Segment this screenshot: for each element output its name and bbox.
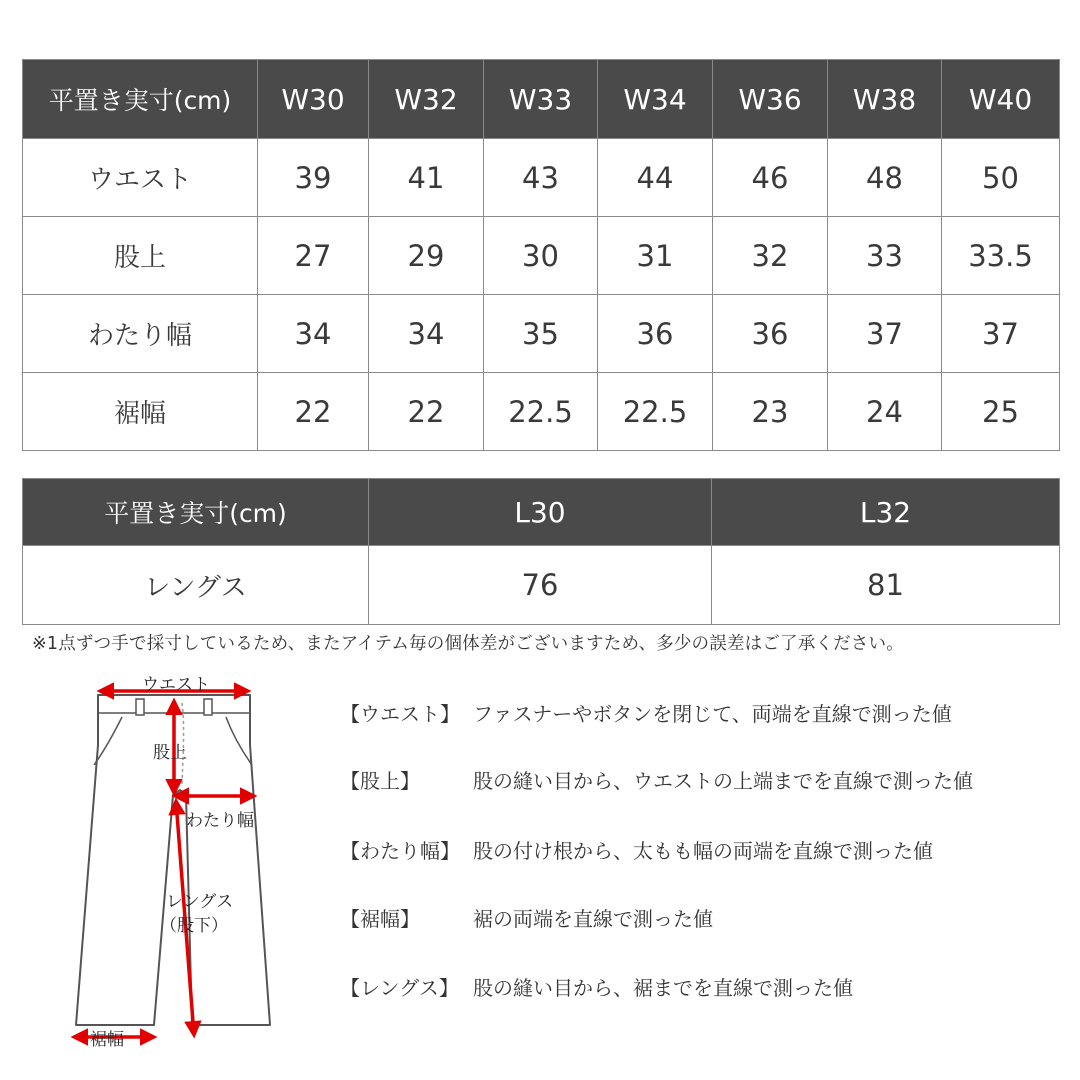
definition-desc: 裾の両端を直線で測った値 (473, 907, 713, 931)
header-cell: 平置き実寸(cm) (23, 60, 258, 139)
table-cell: 46 (713, 139, 828, 217)
table-row (23, 373, 1060, 451)
table-cell: 44 (598, 139, 713, 217)
header-cell: L30 (369, 479, 712, 546)
measurement-note: ※1点ずつ手で採寸しているため、またアイテム毎の個体差がございますため、多少の誤差はご了承ください。 (32, 634, 904, 654)
pants-illustration (60, 665, 280, 1060)
definition-item (340, 835, 1060, 875)
definition-term: 【ウエスト】 (340, 702, 460, 726)
header-cell: W36 (713, 60, 828, 139)
definition-desc: 股の付け根から、太もも幅の両端を直線で測った値 (473, 839, 933, 863)
table-cell: 43 (484, 139, 598, 217)
table-cell: 37 (942, 295, 1060, 373)
table-cell: 22.5 (484, 373, 598, 451)
header-cell: W38 (828, 60, 942, 139)
table-cell: 22 (369, 373, 484, 451)
header-cell: W34 (598, 60, 713, 139)
table-cell: 22 (258, 373, 369, 451)
definition-term: 【わたり幅】 (340, 839, 460, 863)
table-cell: 48 (828, 139, 942, 217)
table-cell: 81 (712, 546, 1060, 625)
table-cell: 39 (258, 139, 369, 217)
table-cell: 41 (369, 139, 484, 217)
row-label: わたり幅 (23, 295, 258, 373)
row-label: 股上 (23, 217, 258, 295)
table-cell: 25 (942, 373, 1060, 451)
row-label: レングス (23, 546, 369, 625)
table-cell: 33 (828, 217, 942, 295)
header-cell: L32 (712, 479, 1060, 546)
diagram-label-rise: 股上 (153, 743, 187, 763)
table-cell: 22.5 (598, 373, 713, 451)
diagram-label-inseam-sub: （股下） (160, 916, 228, 936)
table-cell: 34 (258, 295, 369, 373)
definition-item (340, 765, 1060, 805)
table-row (23, 295, 1060, 373)
table-row (23, 217, 1060, 295)
row-label: 裾幅 (23, 373, 258, 451)
table-cell: 27 (258, 217, 369, 295)
table-cell: 32 (713, 217, 828, 295)
pants-diagram (60, 665, 280, 1060)
header-cell: 平置き実寸(cm) (23, 479, 369, 546)
table-cell: 29 (369, 217, 484, 295)
table-cell: 33.5 (942, 217, 1060, 295)
definition-term: 【レングス】 (340, 976, 459, 1000)
header-cell: W30 (258, 60, 369, 139)
table-cell: 36 (713, 295, 828, 373)
table-cell: 24 (828, 373, 942, 451)
header-cell: W32 (369, 60, 484, 139)
row-label: ウエスト (23, 139, 258, 217)
definition-desc: 股の縫い目から、裾までを直線で測った値 (473, 976, 853, 1000)
table-cell: 37 (828, 295, 942, 373)
definition-item (340, 972, 1060, 1012)
table-cell: 23 (713, 373, 828, 451)
table-cell: 50 (942, 139, 1060, 217)
length-table-header-row (23, 479, 1060, 546)
table-row (23, 546, 1060, 625)
size-table (22, 59, 1060, 451)
header-cell: W40 (942, 60, 1060, 139)
table-row (23, 139, 1060, 217)
table-cell: 76 (369, 546, 712, 625)
table-cell: 30 (484, 217, 598, 295)
header-cell: W33 (484, 60, 598, 139)
definition-item (340, 903, 1060, 943)
definition-term: 【裾幅】 (340, 907, 420, 931)
definition-term: 【股上】 (340, 769, 420, 793)
diagram-label-hem: 裾幅 (90, 1030, 124, 1050)
definition-desc: 股の縫い目から、ウエストの上端までを直線で測った値 (473, 769, 973, 793)
table-cell: 31 (598, 217, 713, 295)
table-cell: 36 (598, 295, 713, 373)
diagram-label-thigh: わたり幅 (186, 811, 254, 831)
diagram-label-inseam: レングス (166, 892, 234, 912)
diagram-label-waist: ウエスト (142, 675, 210, 695)
length-table (22, 478, 1060, 625)
table-cell: 35 (484, 295, 598, 373)
definition-desc: ファスナーやボタンを閉じて、両端を直線で測った値 (473, 702, 952, 726)
size-table-header-row (23, 60, 1060, 139)
definition-item (340, 698, 1060, 738)
table-cell: 34 (369, 295, 484, 373)
